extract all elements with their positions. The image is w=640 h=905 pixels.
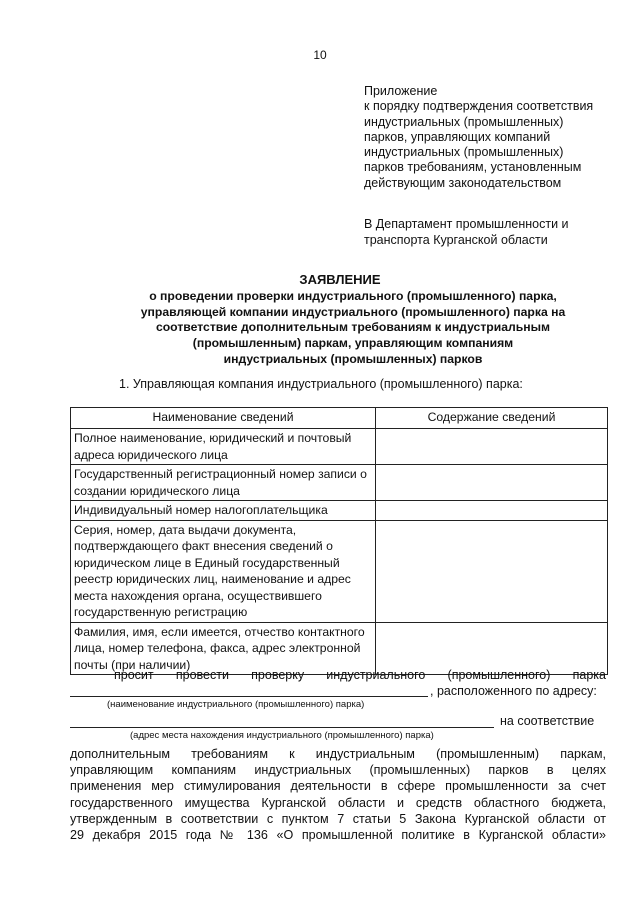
body-line: управляющим компаниям индустриальных (промышленных) парков в целях bbox=[70, 763, 606, 778]
subtitle-line: соответствие дополнительным требованиям к индустриальным bbox=[155, 320, 551, 335]
appendix-line: Приложение bbox=[364, 84, 438, 98]
field-value-cell[interactable] bbox=[376, 501, 608, 521]
table-row bbox=[71, 520, 608, 622]
document-subtitle bbox=[110, 289, 596, 368]
column-header-content: Содержание сведений bbox=[376, 408, 608, 429]
park-name-caption: (наименование индустриального (промышленного) парка) bbox=[107, 699, 365, 710]
company-info-table bbox=[70, 407, 608, 675]
address-lead-text: , расположенного по адресу: bbox=[430, 684, 597, 698]
addressee-block bbox=[364, 216, 569, 248]
appendix-line: парков требованиям, установленным bbox=[364, 160, 582, 175]
request-word: просит bbox=[114, 668, 154, 682]
request-word: проверку bbox=[251, 668, 305, 682]
body-line: дополнительным требованиям к индустриальным (промышленным) паркам, bbox=[70, 747, 606, 761]
document-title: ЗАЯВЛЕНИЕ bbox=[299, 272, 381, 287]
field-name-cell: Серия, номер, дата выдачи документа, подтверждающего факт внесения сведений о юридическом лице в Единый государственный реестр юридических лиц, наименование и адрес места нахождения органа, осуществившего государственную регистрацию bbox=[71, 520, 376, 622]
page-number: 10 bbox=[313, 48, 327, 62]
field-name-cell: Индивидуальный номер налогоплательщика bbox=[71, 501, 376, 521]
table-row bbox=[71, 622, 608, 675]
body-paragraph bbox=[70, 746, 606, 843]
field-value-cell[interactable] bbox=[376, 622, 608, 675]
appendix-line: к порядку подтверждения соответствия bbox=[364, 99, 594, 114]
request-word: парка bbox=[572, 668, 606, 682]
compliance-lead-text: на соответствие bbox=[500, 714, 595, 728]
table-row bbox=[71, 429, 608, 465]
field-value-cell[interactable] bbox=[376, 465, 608, 501]
subtitle-line: управляющей компании индустриального (промышленного) парка на bbox=[140, 304, 566, 319]
body-line: государственного имущества Курганской области и средств областного бюджета, bbox=[70, 795, 606, 810]
body-line: применения мер стимулирования деятельности в сфере промышленности за счет bbox=[70, 779, 606, 794]
addressee-line: В Департамент промышленности и bbox=[364, 217, 569, 231]
subtitle-line: (промышленным) паркам, управляющим компаниям bbox=[192, 336, 514, 351]
subtitle-line: индустриальных (промышленных) парков bbox=[223, 351, 483, 366]
park-address-blank-line[interactable] bbox=[70, 727, 494, 728]
table-row bbox=[71, 465, 608, 501]
column-header-name: Наименование сведений bbox=[71, 408, 376, 429]
appendix-line: индустриальных (промышленных) bbox=[364, 145, 564, 160]
field-value-cell[interactable] bbox=[376, 429, 608, 465]
request-word: (промышленного) bbox=[447, 668, 551, 682]
field-value-cell[interactable] bbox=[376, 520, 608, 622]
appendix-block bbox=[364, 84, 593, 191]
section-1-heading: 1. Управляющая компания индустриального (промышленного) парка: bbox=[119, 377, 523, 391]
body-line: утвержденным в соответствии с пунктом 7 статьи 5 Закона Курганской области от bbox=[70, 811, 606, 826]
request-word: индустриального bbox=[326, 668, 426, 682]
addressee-line: транспорта Курганской области bbox=[364, 233, 548, 247]
request-line bbox=[114, 668, 606, 682]
appendix-line: действующим законодательством bbox=[364, 175, 562, 190]
request-word: провести bbox=[175, 668, 229, 682]
field-name-cell: Государственный регистрационный номер записи о создании юридического лица bbox=[71, 465, 376, 501]
field-name-cell: Фамилия, имя, если имеется, отчество контактного лица, номер телефона, факса, адрес электронной почты (при наличии) bbox=[71, 622, 376, 675]
subtitle-line: о проведении проверки индустриального (промышленного) парка, bbox=[149, 289, 557, 303]
appendix-line: парков, управляющих компаний bbox=[364, 129, 551, 144]
table-row bbox=[71, 501, 608, 521]
field-name-cell: Полное наименование, юридический и почтовый адреса юридического лица bbox=[71, 429, 376, 465]
appendix-line: индустриальных (промышленных) bbox=[364, 114, 564, 129]
park-name-blank-line[interactable] bbox=[70, 696, 428, 697]
body-line: 29 декабря 2015 года № 136 «О промышленной политике в Курганской области» bbox=[70, 828, 606, 843]
table-header-row bbox=[71, 408, 608, 429]
park-address-caption: (адрес места нахождения индустриального (промышленного) парка) bbox=[130, 730, 434, 741]
